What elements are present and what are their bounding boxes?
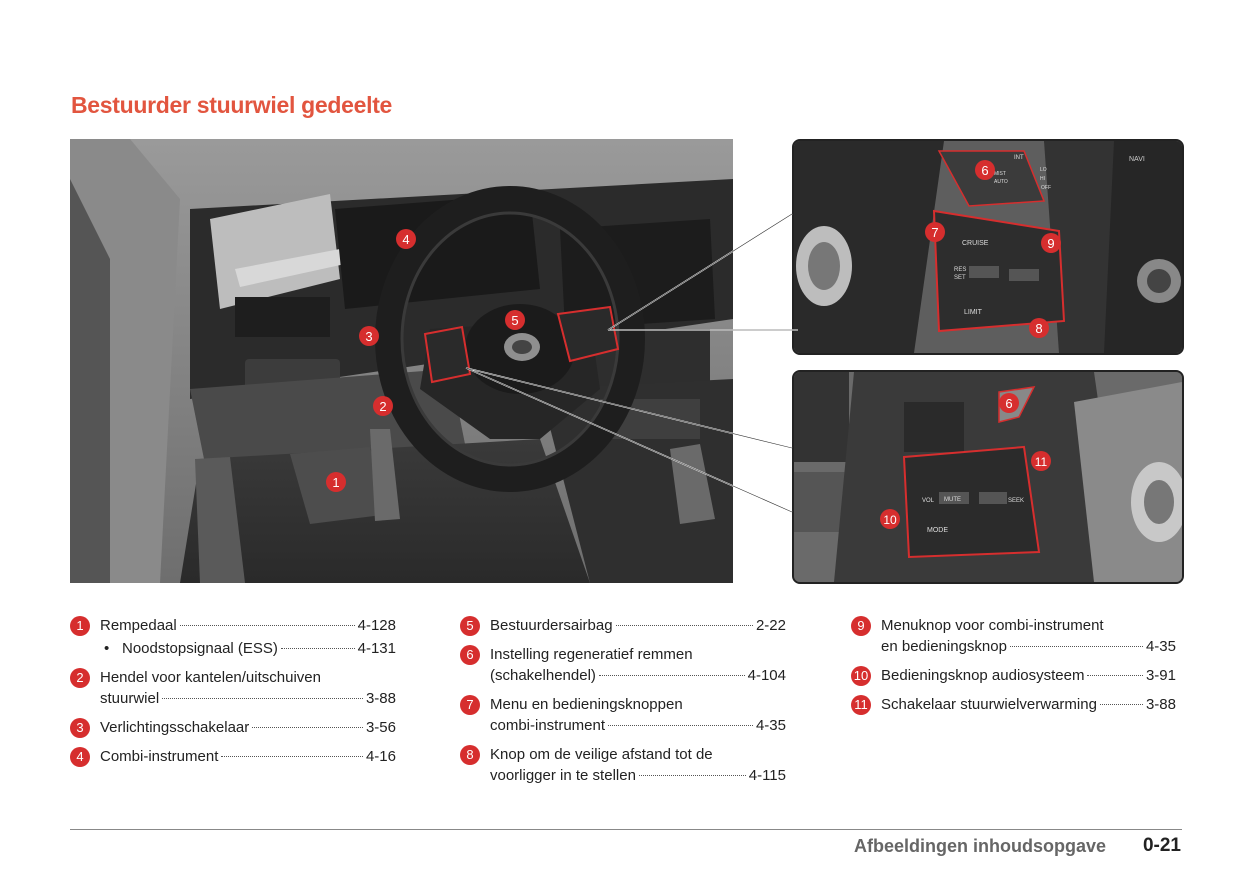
legend-label: Bestuurdersairbag	[490, 617, 613, 634]
legend-label-line1: Instelling regeneratief remmen	[490, 646, 693, 663]
limit-label: LIMIT	[964, 309, 982, 316]
legend-page[interactable]: 4-35	[1145, 638, 1176, 655]
legend-page[interactable]: 4-35	[755, 717, 786, 734]
hi-label: HI	[1040, 176, 1045, 182]
callout-5: 5	[511, 313, 519, 328]
legend-number: 6	[460, 645, 480, 665]
legend-number: 11	[851, 695, 871, 715]
legend-label: Bedieningsknop audiosysteem	[881, 667, 1085, 684]
page-title: Bestuurder stuurwiel gedeelte	[71, 92, 393, 118]
legend-label-line1: Menuknop voor combi-instrument	[881, 617, 1104, 634]
legend-label: (schakelhendel)	[490, 667, 596, 684]
callout-6-bottom: 6	[1005, 396, 1013, 411]
legend-label: voorligger in te stellen	[490, 767, 636, 784]
legend-subitem-ess	[70, 638, 396, 659]
legend-page[interactable]: 3-56	[365, 719, 396, 736]
callout-10: 10	[883, 513, 897, 527]
legend-item-9	[851, 615, 1176, 657]
seek-label: SEEK	[1008, 498, 1025, 504]
legend-label: Combi-instrument	[100, 748, 219, 765]
legend-item-8	[460, 744, 786, 786]
legend-label: combi-instrument	[490, 717, 606, 734]
legend-item-5	[460, 615, 786, 636]
legend-label-line1: Hendel voor kantelen/uitschuiven	[100, 669, 321, 686]
legend-label: stuurwiel	[100, 690, 160, 707]
res-label: RES	[954, 267, 967, 273]
legend-column-2	[460, 615, 786, 794]
legend-column-1	[70, 615, 396, 775]
callout-3: 3	[365, 329, 373, 344]
legend-page[interactable]: 4-115	[748, 767, 786, 784]
legend-page[interactable]: 4-128	[357, 617, 396, 634]
legend-page[interactable]: 3-91	[1145, 667, 1176, 684]
callout-11: 11	[1034, 455, 1048, 469]
legend-number: 3	[70, 718, 90, 738]
footer-divider	[70, 829, 1182, 830]
legend-number: 10	[851, 666, 871, 686]
footer-page-number: 0-21	[1142, 835, 1181, 856]
auto-label: AUTO	[994, 179, 1008, 185]
legend-number: 7	[460, 695, 480, 715]
set-label: SET	[954, 275, 966, 281]
legend-label-line1: Knop om de veilige afstand tot de	[490, 746, 713, 763]
legend-number: 2	[70, 668, 90, 688]
callout-8: 8	[1035, 321, 1043, 336]
legend-item-7	[460, 694, 786, 736]
legend-item-11	[851, 694, 1176, 715]
callout-2: 2	[379, 399, 387, 414]
legend-item-10	[851, 665, 1176, 686]
legend-number: 8	[460, 745, 480, 765]
legend-label: Verlichtingsschakelaar	[100, 719, 250, 736]
bullet: •	[104, 640, 110, 657]
legend-label: Schakelaar stuurwielverwarming	[881, 696, 1097, 713]
legend-column-3	[851, 615, 1176, 723]
callout-9: 9	[1047, 236, 1055, 251]
legend-item-2	[70, 667, 396, 709]
legend-number: 4	[70, 747, 90, 767]
callout-6-top: 6	[981, 163, 989, 178]
mute-label: MUTE	[944, 497, 961, 503]
lo-label: LO	[1040, 167, 1047, 173]
legend-page[interactable]: 4-16	[365, 748, 396, 765]
vol-label: VOL	[922, 498, 935, 504]
legend-label: Noodstopsignaal (ESS)	[122, 640, 278, 657]
legend-page[interactable]: 2-22	[755, 617, 786, 634]
legend-item-3	[70, 717, 396, 738]
off-label: OFF	[1041, 185, 1051, 191]
navi-label: NAVI	[1129, 156, 1145, 163]
legend-page[interactable]: 3-88	[1145, 696, 1176, 713]
legend-page[interactable]: 4-104	[747, 667, 786, 684]
callout-4: 4	[402, 232, 410, 247]
callout-1: 1	[332, 475, 340, 490]
callout-7: 7	[931, 225, 939, 240]
legend-number: 5	[460, 616, 480, 636]
mode-label: MODE	[927, 527, 948, 534]
legend-label-line1: Menu en bedieningsknoppen	[490, 696, 683, 713]
legend-page[interactable]: 4-131	[357, 640, 396, 657]
legend-item-6	[460, 644, 786, 686]
legend-label: Rempedaal	[100, 617, 177, 634]
legend-page[interactable]: 3-88	[365, 690, 396, 707]
legend-label: en bedieningsknop	[881, 638, 1007, 655]
cruise-label: CRUISE	[962, 240, 989, 247]
int-label: INT	[1014, 155, 1024, 161]
legend-number: 1	[70, 616, 90, 636]
legend-number: 9	[851, 616, 871, 636]
legend-item-4	[70, 746, 396, 767]
legend-item-1	[70, 615, 396, 636]
footer-section-title: Afbeeldingen inhoudsopgave	[853, 836, 1106, 856]
mist-label: MIST	[994, 171, 1006, 177]
